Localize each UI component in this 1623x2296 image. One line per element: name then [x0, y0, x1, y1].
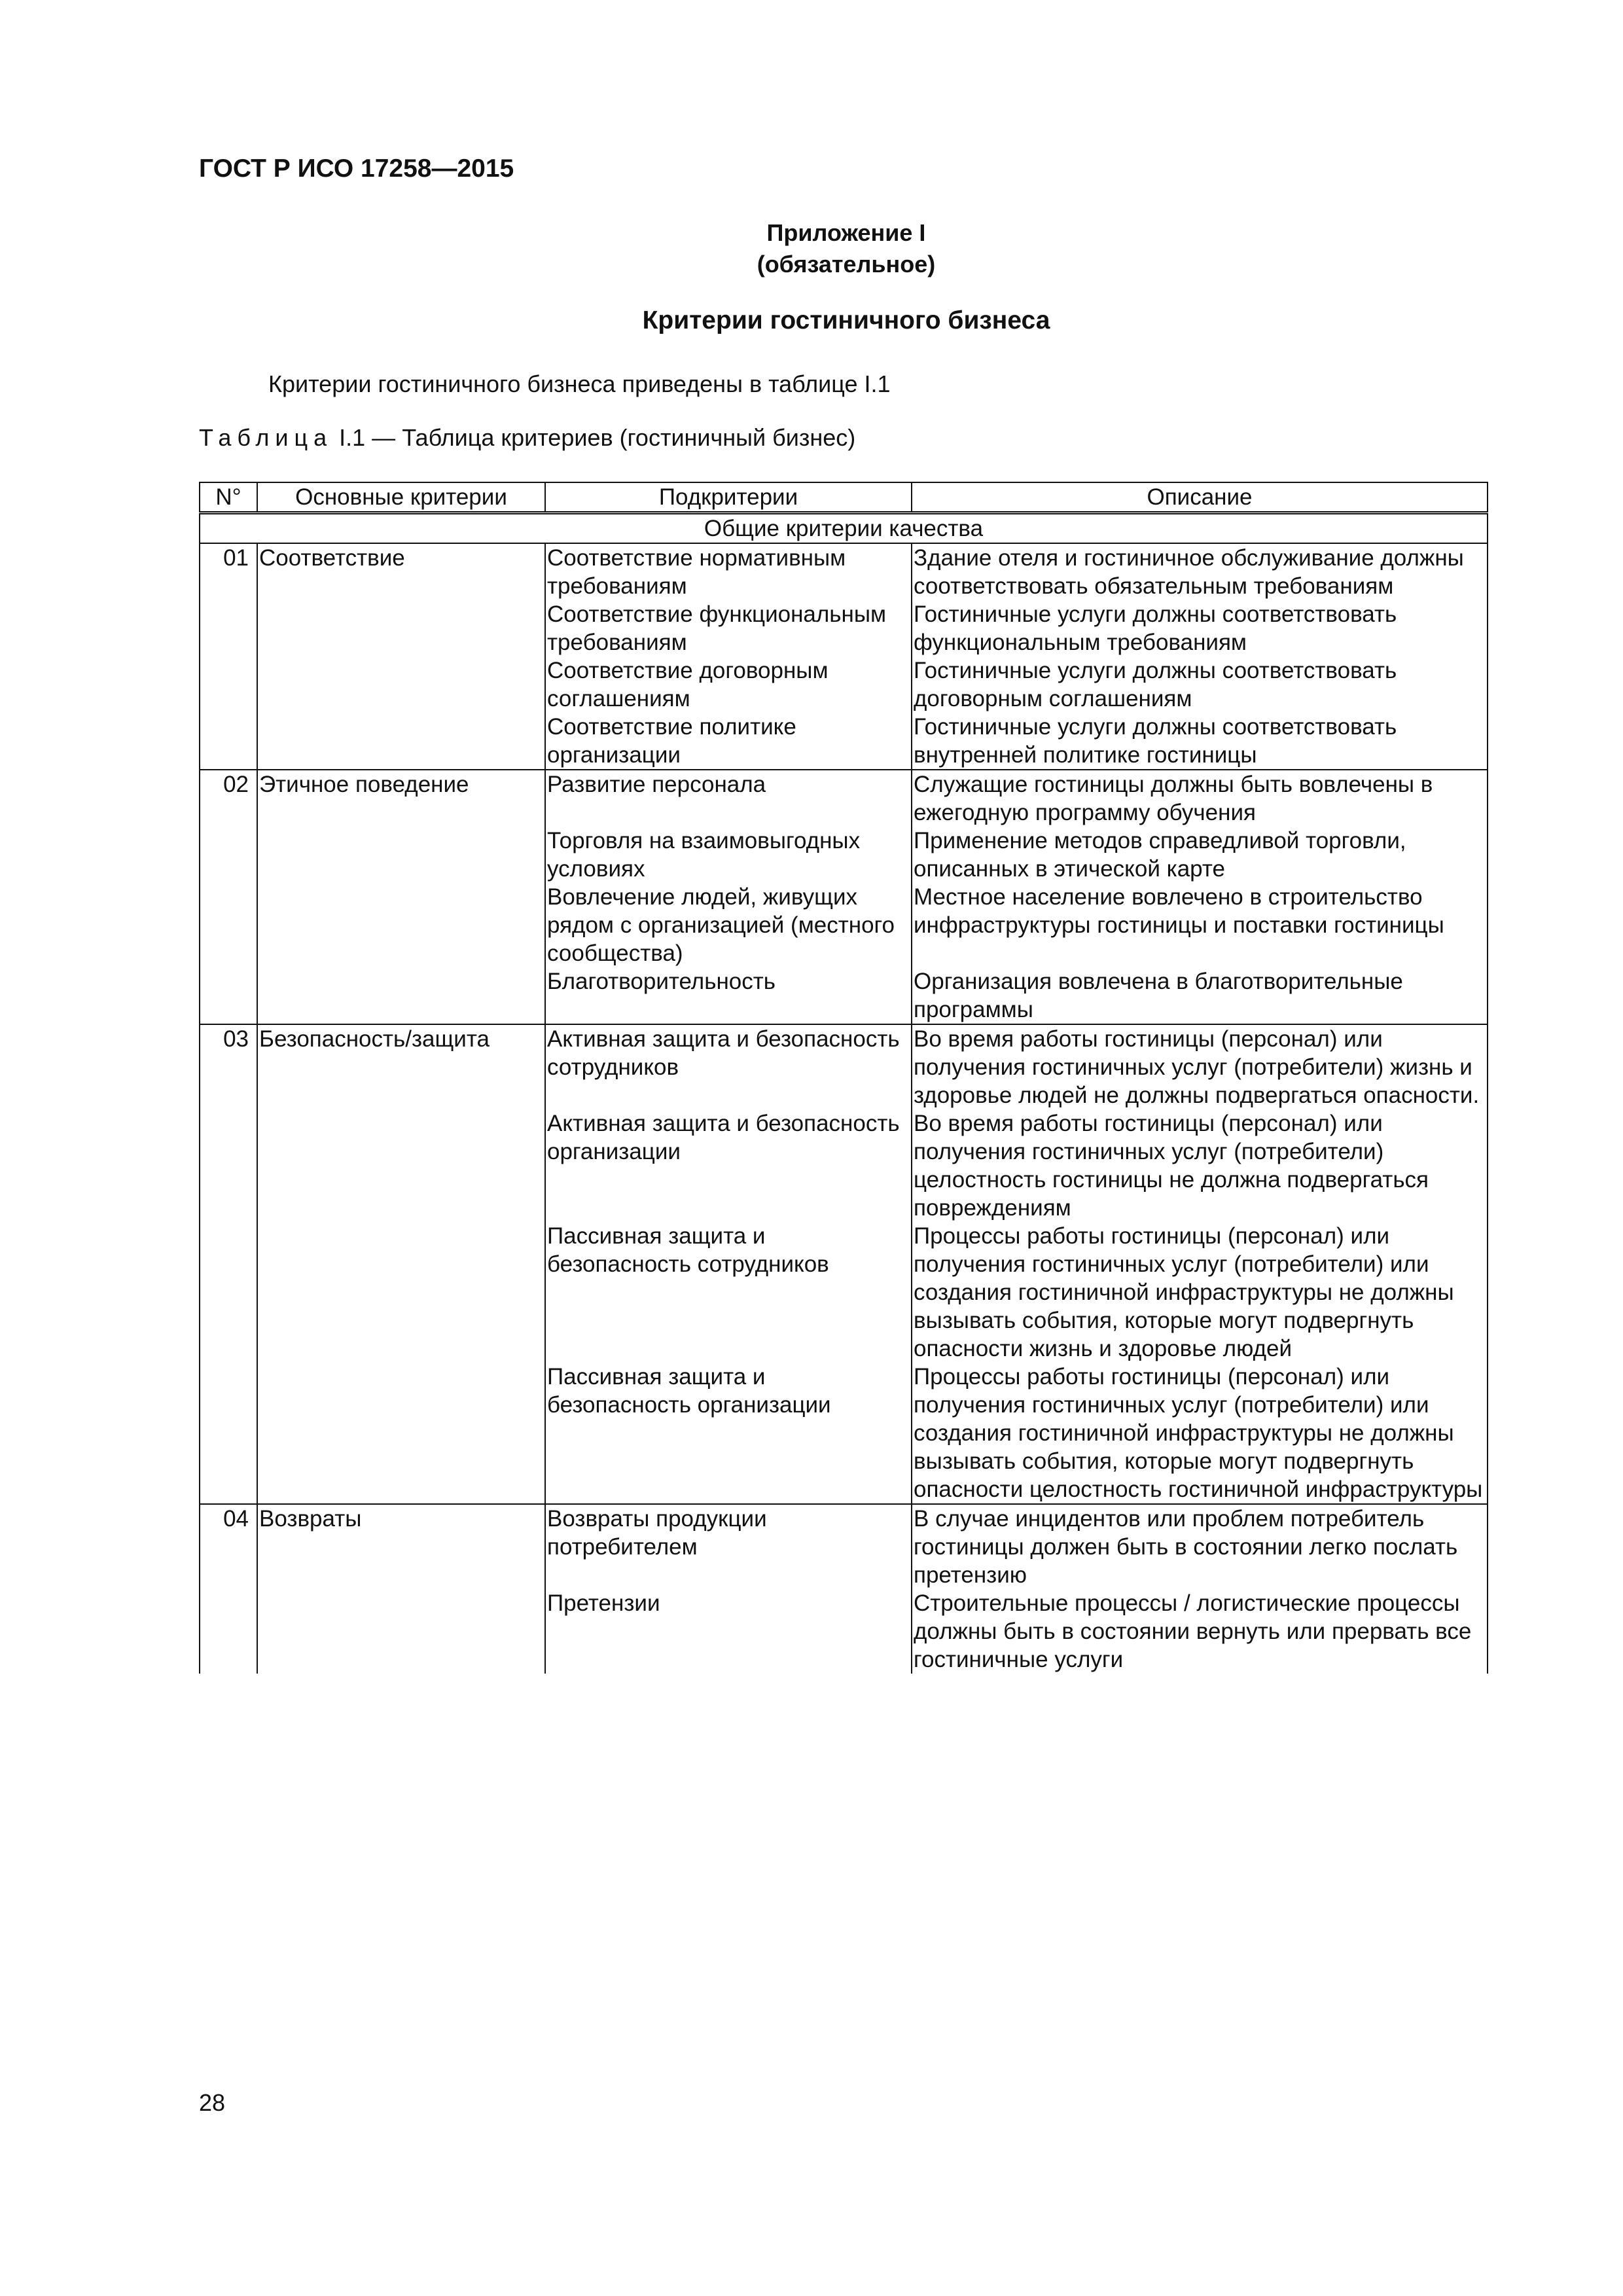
table-row [200, 543, 1488, 600]
row-main-criterion [257, 1222, 545, 1363]
row-main-criterion [257, 827, 545, 883]
row-number [200, 827, 257, 883]
row-main-criterion: Соответствие [257, 543, 545, 600]
row-number [200, 713, 257, 770]
row-subcriterion: Пассивная защита и безопасность организации [545, 1363, 912, 1504]
row-description: Здание отеля и гостиничное обслуживание должны соответствовать обязательным требованиям [912, 543, 1488, 600]
appendix-status: (обязательное) [757, 251, 936, 278]
row-description: Служащие гостиницы должны быть вовлечены в ежегодную программу обучения [912, 770, 1488, 827]
row-subcriterion: Пассивная защита и безопасность сотрудников [545, 1222, 912, 1363]
table-row [200, 1024, 1488, 1109]
row-description: Во время работы гостиницы (персонал) или получения гостиничных услуг (потребители) жизнь и здоровье людей не должны подвергаться опасности. [912, 1024, 1488, 1109]
table-row [200, 827, 1488, 883]
row-main-criterion [257, 967, 545, 1024]
table-row [200, 656, 1488, 713]
row-number [200, 1109, 257, 1222]
column-header-number: N° [200, 482, 257, 513]
row-description: Процессы работы гостиницы (персонал) или получения гостиничных услуг (потребители) или создания гостиничной инфраструктуры не должны вызывать события, которые могут подвергнуть опасности жизнь и здоровье людей [912, 1222, 1488, 1363]
page-number: 28 [199, 2089, 226, 2116]
table-row [200, 1504, 1488, 1589]
row-number [200, 1222, 257, 1363]
table-row [200, 1109, 1488, 1222]
row-main-criterion [257, 1589, 545, 1674]
row-description: Организация вовлечена в благотворительные программы [912, 967, 1488, 1024]
table-row [200, 1222, 1488, 1363]
row-main-criterion [257, 883, 545, 967]
row-number: 03 [200, 1024, 257, 1109]
column-header-description: Описание [912, 482, 1488, 513]
row-number [200, 1589, 257, 1674]
row-description: Гостиничные услуги должны соответствовать внутренней политике гостиницы [912, 713, 1488, 770]
row-subcriterion: Вовлечение людей, живущих рядом с организацией (местного сообщества) [545, 883, 912, 967]
row-number: 04 [200, 1504, 257, 1589]
row-number: 02 [200, 770, 257, 827]
row-main-criterion: Возвраты [257, 1504, 545, 1589]
table-header-row [200, 482, 1488, 513]
row-number [200, 883, 257, 967]
row-subcriterion: Благотворительность [545, 967, 912, 1024]
table-row [200, 600, 1488, 656]
row-subcriterion: Развитие персонала [545, 770, 912, 827]
row-number [200, 600, 257, 656]
row-main-criterion [257, 1109, 545, 1222]
row-description: Во время работы гостиницы (персонал) или получения гостиничных услуг (потребители) целостность гостиницы не должна подвергаться повреждениям [912, 1109, 1488, 1222]
row-main-criterion: Этичное поведение [257, 770, 545, 827]
appendix-heading [0, 217, 1623, 280]
table-row [200, 1589, 1488, 1674]
table-caption-prefix: Таблица [199, 424, 333, 451]
row-main-criterion [257, 656, 545, 713]
standard-code: ГОСТ Р ИСО 17258—2015 [199, 154, 514, 183]
row-description: В случае инцидентов или проблем потребитель гостиницы должен быть в состоянии легко послать претензию [912, 1504, 1488, 1589]
row-main-criterion [257, 1363, 545, 1504]
row-subcriterion: Торговля на взаимовыгодных условиях [545, 827, 912, 883]
row-main-criterion [257, 713, 545, 770]
table-row [200, 883, 1488, 967]
row-subcriterion: Претензии [545, 1589, 912, 1674]
table-caption [199, 424, 855, 452]
row-description: Местное население вовлечено в строительство инфраструктуры гостиницы и поставки гостиницы [912, 883, 1488, 967]
section-title: Критерии гостиничного бизнеса [642, 306, 1050, 334]
row-subcriterion: Соответствие договорным соглашениям [545, 656, 912, 713]
table-row [200, 967, 1488, 1024]
column-header-subcriteria: Подкритерии [545, 482, 912, 513]
row-subcriterion: Соответствие функциональным требованиям [545, 600, 912, 656]
column-header-main-criteria: Основные критерии [257, 482, 545, 513]
row-number [200, 967, 257, 1024]
row-description: Строительные процессы / логистические процессы должны быть в состоянии вернуть или прервать все гостиничные услуги [912, 1589, 1488, 1674]
table-caption-rest: I.1 — Таблица критериев (гостиничный бизнес) [332, 424, 856, 451]
criteria-table [199, 482, 1488, 1674]
row-subcriterion: Активная защита и безопасность сотрудников [545, 1024, 912, 1109]
row-main-criterion [257, 600, 545, 656]
intro-text: Критерии гостиничного бизнеса приведены в таблице I.1 [268, 370, 891, 397]
row-description: Гостиничные услуги должны соответствовать функциональным требованиям [912, 600, 1488, 656]
table-row [200, 770, 1488, 827]
table-row [200, 1363, 1488, 1504]
row-description: Применение методов справедливой торговли, описанных в этической карте [912, 827, 1488, 883]
row-subcriterion: Активная защита и безопасность организации [545, 1109, 912, 1222]
row-number [200, 1363, 257, 1504]
appendix-label: Приложение I [766, 219, 926, 246]
row-subcriterion: Соответствие политике организации [545, 713, 912, 770]
row-description: Гостиничные услуги должны соответствовать договорным соглашениям [912, 656, 1488, 713]
table-group-row [200, 513, 1488, 544]
row-number [200, 656, 257, 713]
row-subcriterion: Возвраты продукции потребителем [545, 1504, 912, 1589]
row-number: 01 [200, 543, 257, 600]
row-subcriterion: Соответствие нормативным требованиям [545, 543, 912, 600]
row-description: Процессы работы гостиницы (персонал) или получения гостиничных услуг (потребители) или создания гостиничной инфраструктуры не должны вызывать события, которые могут подвергнуть опасности целостность гостиничной инфраструктуры [912, 1363, 1488, 1504]
group-title: Общие критерии качества [200, 513, 1488, 544]
row-main-criterion: Безопасность/защита [257, 1024, 545, 1109]
table-row [200, 713, 1488, 770]
